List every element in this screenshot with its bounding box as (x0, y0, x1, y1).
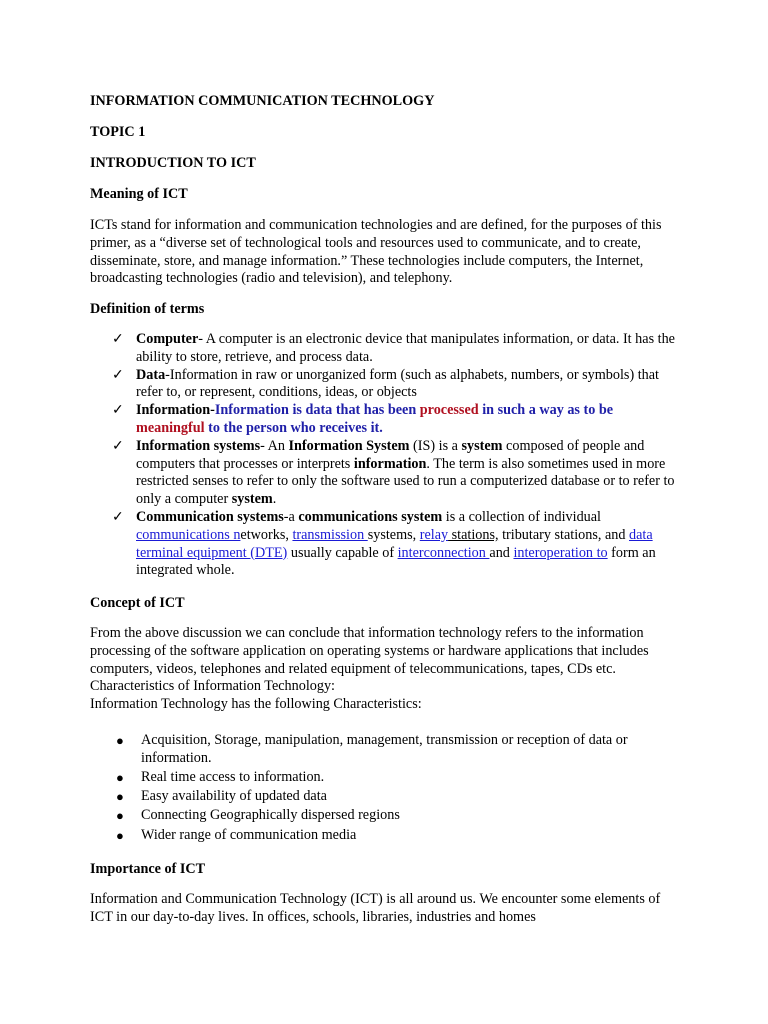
definition-text: - An (260, 437, 289, 454)
checkmark-icon: ✓ (112, 331, 124, 347)
definition-text: to the person who receives it. (204, 419, 383, 436)
bullet-icon: ● (116, 733, 124, 748)
definition-communication-systems (90, 509, 680, 580)
definition-text: tributary stations, and (498, 526, 629, 543)
definition-text: in such a way as to be (478, 402, 614, 419)
definition-text: form an integrated whole. (136, 544, 656, 579)
importance-heading: Importance of ICT (90, 861, 206, 877)
list-item-text: Connecting Geographically dispersed regions (141, 807, 400, 824)
definition-text: Information is data that has been (214, 402, 420, 419)
bold-text: communications system (298, 508, 443, 525)
bullet-icon: ● (116, 789, 124, 805)
definitions-heading: Definition of terms (90, 301, 205, 317)
term-label: Data (136, 366, 166, 383)
checkmark-icon: ✓ (112, 402, 124, 419)
list-item-text: Wider range of communication media (141, 826, 357, 843)
meaning-heading: Meaning of ICT (90, 186, 188, 202)
highlight-meaningful: meaningful (136, 419, 205, 436)
bullet-icon: ● (116, 769, 124, 785)
definition-text: usually capable of (287, 544, 398, 561)
definition-text: -Information in raw or unorganized form (such as alphabets, numbers, or symbols) that refer to, or represent, conditions, ideas, or objects (136, 366, 659, 401)
definition-information (90, 402, 680, 438)
definition-computer (90, 331, 680, 367)
definition-text: systems, (367, 526, 420, 543)
list-item-text: Acquisition, Storage, manipulation, management, transmission or reception of data or information. (141, 732, 628, 766)
underlined-text: stations, (448, 526, 499, 543)
list-item (90, 732, 680, 768)
bullet-icon: ● (116, 827, 124, 843)
chapter-title: INTRODUCTION TO ICT (90, 155, 256, 171)
link-relay[interactable]: relay (419, 526, 449, 543)
term-label: Information (136, 402, 211, 419)
topic-label: TOPIC 1 (90, 124, 146, 140)
definition-data (90, 367, 680, 403)
bold-text: information (353, 455, 427, 472)
definition-text: -a (283, 508, 299, 525)
characteristics-intro: Information Technology has the following Characteristics: (90, 696, 422, 713)
highlight-processed: processed (419, 402, 479, 419)
list-item (90, 769, 680, 787)
importance-paragraph: Information and Communication Technology (ICT) is all around us. We encounter some elements of ICT in our day-to-day lives. In offices, schools, libraries, industries and homes (90, 891, 661, 925)
document-title: INFORMATION COMMUNICATION TECHNOLOGY (90, 93, 435, 109)
term-label: Communication systems (136, 508, 284, 525)
list-item (90, 807, 680, 825)
definition-text: composed of people and computers that processes or interprets (136, 437, 645, 472)
definition-text: - A computer is an electronic device that manipulates information, or data. It has the ability to store, retrieve, and process data. (136, 331, 675, 365)
term-label: Computer (136, 331, 199, 347)
definition-text: . The term is also sometimes used in more restricted senses to refer to only the software used to run a computerized database or to refer to only a computer (136, 455, 675, 508)
list-item-text: Real time access to information. (141, 768, 325, 785)
concept-heading: Concept of ICT (90, 595, 185, 611)
link-communications[interactable]: communications n (136, 526, 241, 543)
list-item (90, 827, 680, 845)
list-item (90, 788, 680, 806)
concept-text: From the above discussion we can conclude that information technology refers to the information processing of the software application on operating systems or hardware applications that includes computers, videos, telephones and related equipment of telecommunications, tapes, CDs etc. (90, 625, 649, 677)
link-data-terminal-equipment[interactable]: data terminal equipment (DTE) (136, 526, 653, 561)
definitions-list (90, 331, 680, 580)
link-interoperation-cont[interactable]: to (596, 544, 608, 561)
checkmark-icon: ✓ (112, 437, 124, 454)
definition-text: is a collection of individual (442, 508, 602, 525)
definition-text: . (272, 491, 277, 508)
concept-paragraph (90, 625, 680, 714)
link-transmission[interactable]: transmission (292, 526, 368, 543)
characteristics-heading: Characteristics of Information Technology: (90, 678, 335, 695)
list-item-text: Easy availability of updated data (141, 788, 327, 805)
meaning-paragraph: ICTs stand for information and communication technologies and are defined, for the purposes of this primer, as a “diverse set of technological tools and resources used to communicate, and to create, disseminate, store, and manage information.” These technologies include computers, the Internet, broadcasting technologies (radio and television), and telephony. (90, 217, 662, 287)
definition-text: etworks, (240, 526, 293, 543)
bullet-icon: ● (116, 808, 124, 824)
term-dash: - (210, 402, 215, 419)
definition-information-systems (90, 438, 680, 509)
checkmark-icon: ✓ (112, 366, 124, 383)
checkmark-icon: ✓ (112, 508, 124, 525)
link-interoperation[interactable]: interoperation (513, 544, 597, 561)
definition-text: and (489, 544, 514, 561)
bold-text: system (231, 491, 273, 508)
bold-text: Information System (288, 437, 410, 454)
link-interconnection[interactable]: interconnection (397, 544, 490, 561)
term-label: Information systems (136, 437, 261, 454)
bold-text: system (461, 437, 503, 454)
characteristics-list (90, 732, 680, 846)
definition-text: (IS) is a (409, 437, 462, 454)
